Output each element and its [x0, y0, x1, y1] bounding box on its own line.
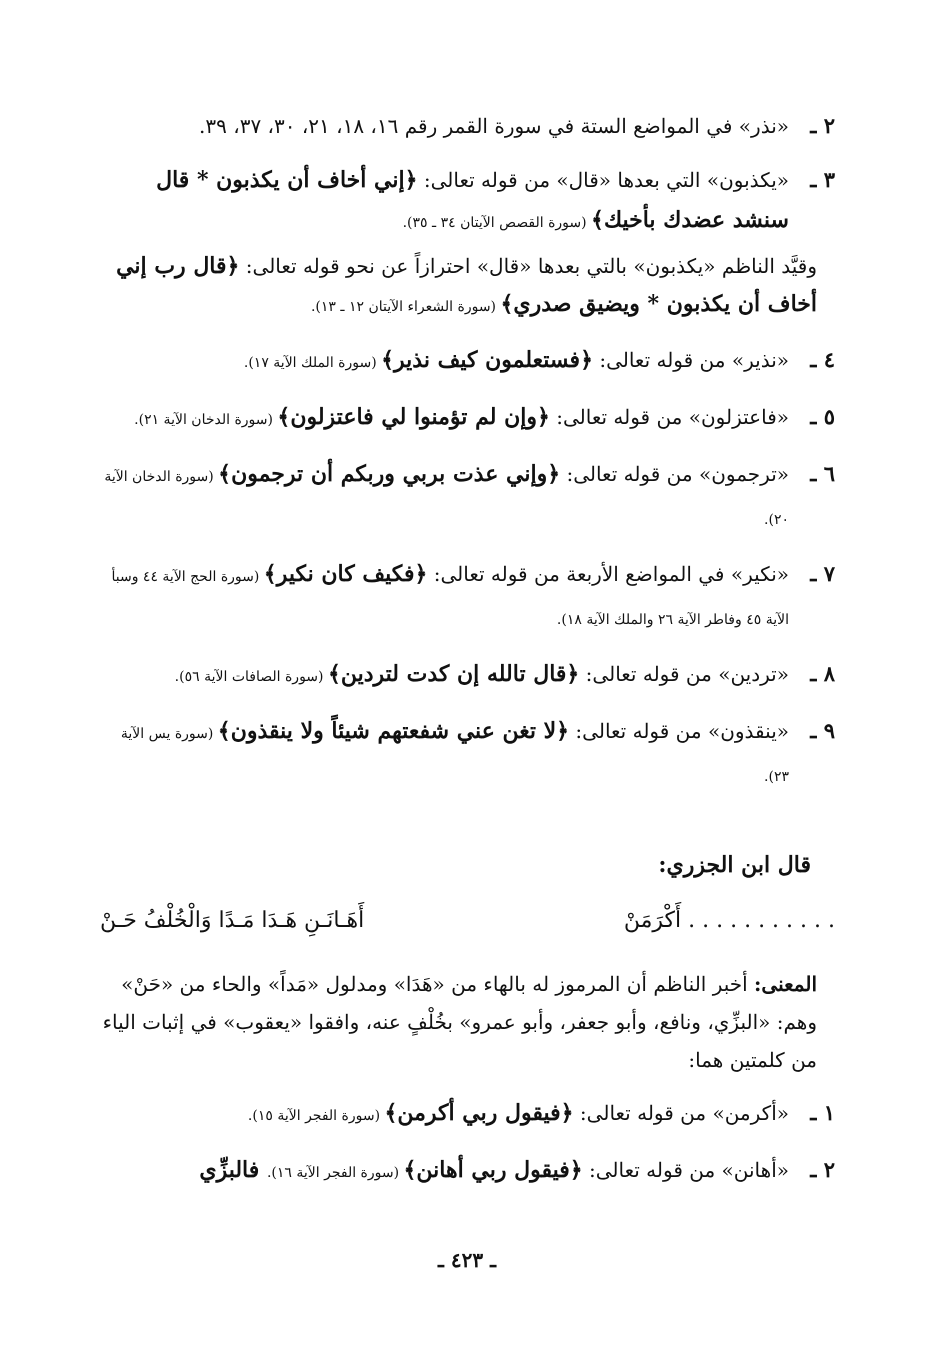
- verse-first-half: . . . . . . . . . . . أَكْرَمَنْ: [623, 908, 835, 933]
- list-item: [100, 711, 835, 797]
- page-number: ـ ٤٢٣ ـ: [438, 1248, 496, 1272]
- item-text: «يكذبون» التي بعدها «قال» من قوله تعالى:: [417, 168, 789, 192]
- list-item: [100, 1150, 835, 1193]
- meaning-text: أخبر الناظم أن المرموز له بالهاء من «هَدَا» ومدلول «مَداً» والحاء من «حَنْ» وهم: «البزِّي، ونافع، وأبو جعفر، وأبو عمرو» بخُلْفٍ عنه، وافقوا «يعقوب» في إثبات الياء من كلمتين هما:: [102, 972, 817, 1072]
- poem-verse: [100, 899, 835, 943]
- verse-second-half: أَهَـانَـنِ هَـدَا مَـدًا وَالْخُلْفُ حَـنْ: [100, 908, 365, 933]
- surah-reference: (سورة الحج الآية ٤٤ وسبأ الآية ٤٥ وفاطر الآية ٢٦ والملك الآية ١٨).: [111, 569, 789, 628]
- item-text: «ترجمون» من قوله تعالى:: [560, 462, 789, 486]
- list-item: [100, 397, 835, 440]
- note-text: وقيَّد الناظم «يكذبون» بالتي بعدها «قال» احترازاً عن نحو قوله تعالى:: [239, 254, 817, 278]
- item-number: ١ ـ: [810, 1100, 835, 1125]
- item-number: ٥ ـ: [810, 404, 835, 429]
- list-item: [100, 654, 835, 697]
- list-item: [100, 554, 835, 640]
- quran-quote: ﴿وإني عذت بربي وربكم أن ترجمون﴾: [218, 461, 561, 487]
- list-item: [100, 454, 835, 540]
- item-number: ٣ ـ: [810, 167, 835, 192]
- item-text: «نذر» في المواضع الستة في سورة القمر رقم ١٦، ١٨، ٢١، ٣٠، ٣٧، ٣٩.: [199, 114, 789, 138]
- item-number: ٧ ـ: [810, 561, 835, 586]
- page-body: [100, 106, 835, 1207]
- surah-reference: (سورة الشعراء الآيتان ١٢ ـ ١٣).: [310, 299, 501, 315]
- surah-reference: (سورة الفجر الآية ١٦).: [266, 1165, 404, 1181]
- quran-quote: ﴿لا تغن عني شفعتهم شيئاً ولا ينقذون﴾: [217, 718, 570, 744]
- item-number: ٩ ـ: [810, 718, 835, 743]
- item-number: ٢ ـ: [810, 1157, 835, 1182]
- quran-quote: ﴿إني أخاف أن يكذبون * قال سنشد عضدك بأخيك﴾: [156, 167, 789, 233]
- surah-reference: (سورة الفجر الآية ١٥).: [247, 1108, 385, 1124]
- item-text: «نكير» في المواضع الأربعة من قوله تعالى:: [427, 562, 789, 586]
- item-text: «أكرمن» من قوله تعالى:: [573, 1101, 789, 1125]
- list-item: [100, 106, 835, 146]
- item-text: «أهانن» من قوله تعالى:: [582, 1158, 789, 1182]
- item-text: «فاعتزلون» من قوله تعالى:: [549, 405, 789, 429]
- quran-quote: ﴿وإن لم تؤمنوا لي فاعتزلون﴾: [277, 404, 550, 430]
- surah-reference: (سورة الدخان الآية ٢١).: [134, 412, 278, 428]
- item-text: «نذير» من قوله تعالى:: [592, 348, 789, 372]
- quran-quote: ﴿قال تالله إن كدت لتردين﴾: [327, 661, 580, 687]
- item-number: ٨ ـ: [810, 661, 835, 686]
- quran-quote: ﴿فيقول ربي أهانن﴾: [403, 1157, 583, 1183]
- surah-reference: (سورة الصافات الآية ٥٦).: [174, 669, 328, 685]
- list-item: [100, 160, 835, 243]
- list-item: [100, 1093, 835, 1136]
- surah-reference: (سورة القصص الآيتان ٣٤ ـ ٣٥).: [402, 215, 592, 231]
- quran-quote: ﴿قال رب إني أخاف أن يكذبون * ويضيق صدري﴾: [116, 253, 817, 317]
- surah-reference: (سورة الملك الآية ١٧).: [243, 355, 382, 371]
- meaning-paragraph: [100, 965, 817, 1079]
- item-text: «تردين» من قوله تعالى:: [579, 662, 789, 686]
- section-heading: قال ابن الجزري:: [658, 852, 811, 878]
- quran-quote: ﴿فيقول ربي أكرمن﴾: [384, 1100, 574, 1126]
- item-number: ٤ ـ: [810, 347, 835, 372]
- item-text: «ينقذون» من قوله تعالى:: [569, 719, 789, 743]
- list-item: [100, 340, 835, 383]
- item-tail: فالبزِّي: [199, 1157, 267, 1183]
- item-number: ٦ ـ: [810, 461, 835, 486]
- quran-quote: ﴿فستعلمون كيف نذير﴾: [381, 347, 593, 373]
- meaning-label: المعنى:: [754, 972, 817, 996]
- note-paragraph: [100, 247, 817, 326]
- surah-reference: (سورة الدخان الآية ٢٠).: [104, 469, 789, 528]
- quran-quote: ﴿فكيف كان نكير﴾: [263, 561, 428, 587]
- surah-reference: (سورة يس الآية ٢٣).: [120, 726, 789, 785]
- item-number: ٢ ـ: [810, 113, 835, 138]
